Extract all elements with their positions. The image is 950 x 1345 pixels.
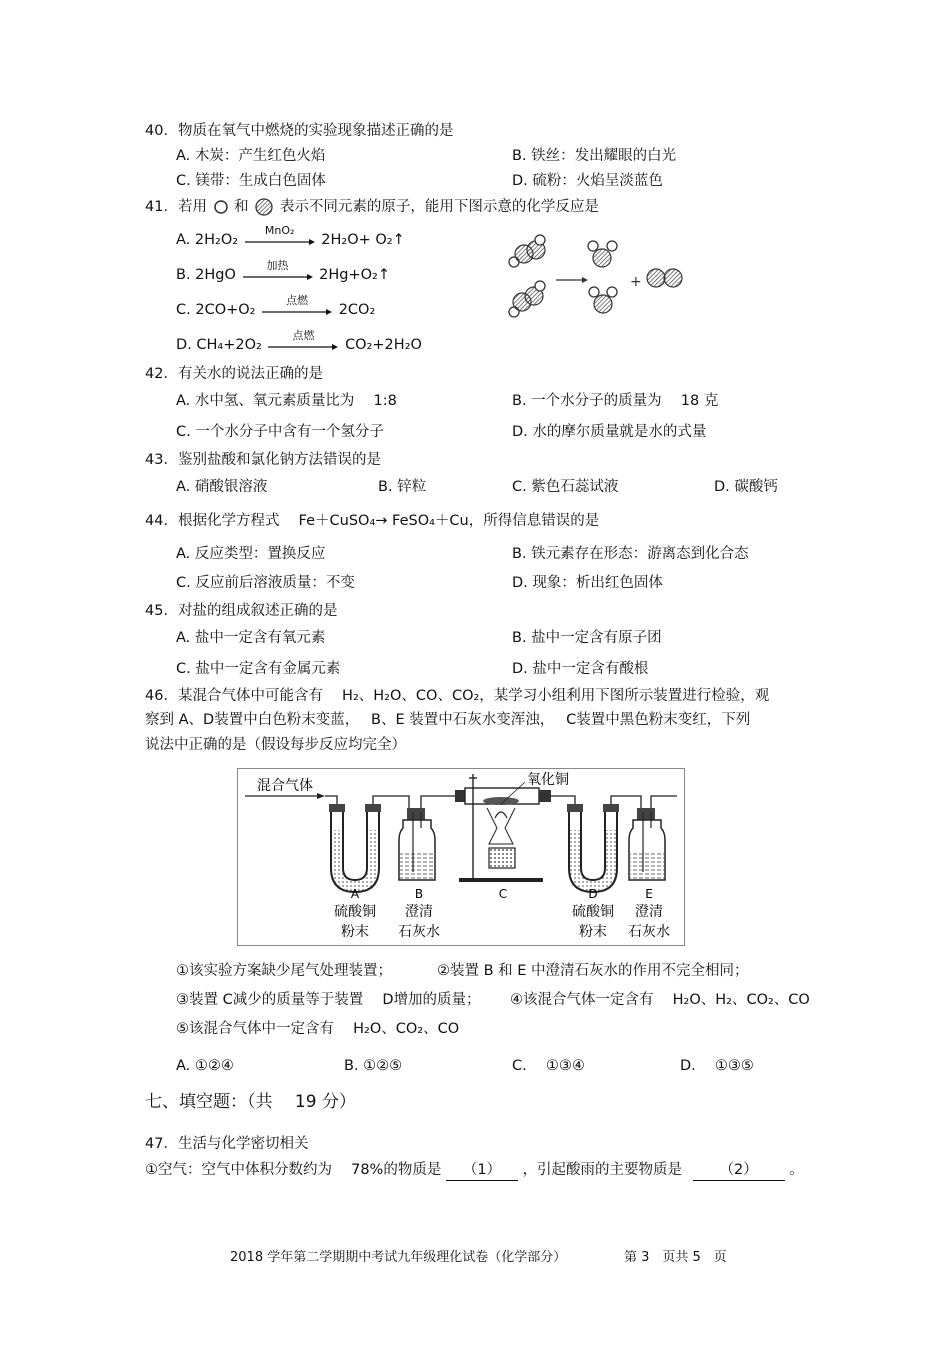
q42-option-c: C. 一个水分子中含有一个氢分子: [176, 424, 384, 440]
q44-option-d: D. 现象：析出红色固体: [512, 575, 663, 591]
q45-stem: 45．对盐的组成叙述正确的是: [145, 603, 338, 619]
q46-statement-3: ③装置 C减少的质量等于装置 D增加的质量；: [176, 992, 481, 1008]
arrow-icon: 加热: [243, 265, 313, 285]
arrow-icon: 点燃: [268, 335, 338, 355]
q46-stem-line3: 说法中正确的是（假设每步反应均完全）: [145, 737, 406, 753]
product-molecule-1: [588, 241, 617, 267]
label-b-name1: 澄清: [405, 904, 433, 920]
q45-option-b: B. 盐中一定含有原子团: [512, 630, 662, 646]
mixed-gas-label: 混合气体: [257, 778, 313, 794]
label-e-name1: 澄清: [635, 904, 663, 920]
label-a-name1: 硫酸铜: [334, 904, 376, 920]
reactant-molecule-2: [509, 281, 545, 317]
q40-option-c: C. 镁带：生成白色固体: [176, 173, 326, 189]
apparatus-diagram: [237, 768, 685, 946]
q43-option-a: A. 硝酸银溶液: [176, 479, 268, 495]
label-e: E: [645, 887, 653, 901]
reactant-molecule-1: [509, 235, 545, 267]
product-molecule-3: [647, 269, 682, 287]
arrow-icon: 点燃: [262, 300, 332, 320]
q43-option-b: B. 锌粒: [378, 479, 427, 495]
q43-stem: 43．鉴别盐酸和氯化钠方法错误的是: [145, 452, 381, 468]
q47-line: [145, 1160, 804, 1181]
q40-option-d: D. 硫粉：火焰呈淡蓝色: [512, 173, 663, 189]
arrow-icon: MnO₂: [245, 230, 315, 250]
q45-option-d: D. 盐中一定含有酸根: [512, 661, 649, 677]
q46-option-a: A. ①②④: [176, 1058, 234, 1074]
q42-option-a: A. 水中氢、氧元素质量比为 1:8: [176, 393, 397, 409]
q47-end: 。: [789, 1162, 804, 1178]
product-molecule-2: [589, 287, 617, 313]
q41-option-c: C. 2CO+O₂ 点燃 2CO₂: [176, 294, 376, 318]
q41-option-b: B. 2HgO 加热 2Hg+O₂↑: [176, 259, 390, 283]
q46-statement-4: ④该混合气体一定含有 H₂O、H₂、CO₂、CO: [510, 992, 810, 1008]
q42-option-d: D. 水的摩尔质量就是水的式量: [512, 424, 707, 440]
q44-option-a: A. 反应类型：置换反应: [176, 546, 326, 562]
q43-option-c: C. 紫色石蕊试液: [512, 479, 619, 495]
q41-stem: [145, 197, 599, 217]
q44-option-b: B. 铁元素存在形态：游离态到化合态: [512, 546, 749, 562]
q40-stem: 40．物质在氧气中燃烧的实验现象描述正确的是: [145, 123, 454, 139]
q47-blank-2[interactable]: （2）: [693, 1160, 785, 1181]
q47-text-b: ，引起酸雨的主要物质是: [522, 1162, 683, 1178]
footer-page: 第 3 页共 5 页: [624, 1250, 727, 1265]
q46-option-b: B. ①②⑤: [344, 1058, 403, 1074]
q46-statement-2: ②装置 B 和 E 中澄清石灰水的作用不完全相同；: [437, 963, 749, 979]
q41-rest: 表示不同元素的原子，能用下图示意的化学反应是: [279, 199, 599, 215]
label-d: D: [588, 887, 598, 901]
label-e-name2: 石灰水: [628, 924, 670, 940]
q47-blank-1[interactable]: （1）: [446, 1160, 518, 1181]
q47-stem: 47．生活与化学密切相关: [145, 1136, 309, 1152]
section-7-title: 七、填空题：（共 19 分）: [145, 1092, 356, 1112]
label-b: B: [414, 887, 424, 901]
footer-title: 2018 学年第二学期期中考试九年级理化试卷（化学部分）: [230, 1250, 567, 1265]
q44-stem: 44．根据化学方程式 Fe＋CuSO₄→ FeSO₄＋Cu，所得信息错误的是: [145, 513, 600, 529]
label-c: C: [498, 887, 508, 901]
q46-stem-line1: 46．某混合气体中可能含有 H₂、H₂O、CO、CO₂，某学习小组利用下图所示装置进行检验，观: [145, 688, 770, 704]
q40-option-b: B. 铁丝：发出耀眼的白光: [512, 148, 677, 164]
q42-stem: 42．有关水的说法正确的是: [145, 366, 323, 382]
q46-option-c: C. ①③④: [512, 1058, 585, 1074]
q46-statement-1: ①该实验方案缺少尾气处理装置；: [176, 963, 392, 979]
label-b-name2: 石灰水: [398, 924, 440, 940]
plus-sign: +: [630, 274, 642, 290]
q41-option-d: D. CH₄+2O₂ 点燃 CO₂+2H₂O: [176, 329, 422, 353]
striped-atom-icon: [253, 198, 275, 216]
white-atom-icon: [212, 199, 230, 215]
copper-oxide-label: 氧化铜: [527, 772, 569, 788]
q43-option-d: D. 碳酸钙: [714, 479, 778, 495]
label-d-name2: 粉末: [579, 924, 607, 940]
q42-option-b: B. 一个水分子的质量为 18 克: [512, 393, 719, 409]
q41-option-a: A. 2H₂O₂ MnO₂ 2H₂O+ O₂↑: [176, 224, 405, 248]
label-d-name1: 硫酸铜: [572, 904, 614, 920]
q46-option-d: D. ①③⑤: [680, 1058, 754, 1074]
q47-text-a: ①空气：空气中体积分数约为 78%的物质是: [145, 1162, 442, 1178]
q45-option-c: C. 盐中一定含有金属元素: [176, 661, 341, 677]
q45-option-a: A. 盐中一定含有氧元素: [176, 630, 326, 646]
q40-option-a: A. 木炭：产生红色火焰: [176, 148, 326, 164]
q46-stem-line2: 察到 A、D装置中白色粉末变蓝， B、E 装置中石灰水变浑浊， C装置中黑色粉末变红，下列: [145, 712, 751, 728]
label-a-name2: 粉末: [341, 924, 369, 940]
q41-and: 和: [234, 199, 249, 215]
q44-option-c: C. 反应前后溶液质量：不变: [176, 575, 355, 591]
reaction-molecule-diagram: [500, 232, 700, 322]
q41-num: 41．若用: [145, 199, 207, 215]
q46-statement-5: ⑤该混合气体中一定含有 H₂O、CO₂、CO: [176, 1021, 460, 1037]
label-a: A: [350, 887, 360, 901]
